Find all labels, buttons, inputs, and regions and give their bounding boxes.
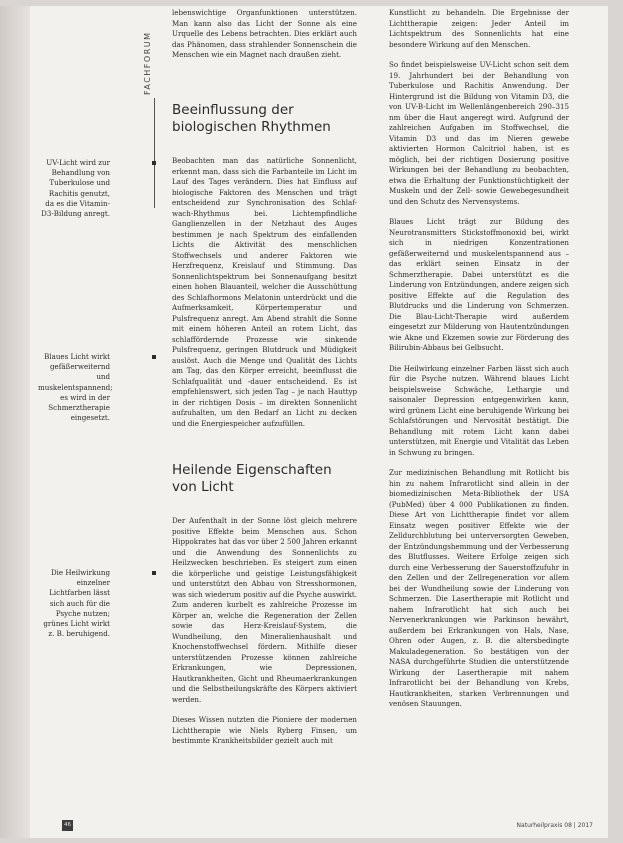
journal-footer: Naturheilpraxis 08 | 2017 <box>516 822 593 829</box>
paragraph: Zur medizinischen Behandlung mit Rotlicht bis hin zu nahem Infrarotlicht sind allein in der biomedizinischen Meta-Bibliothek der USA (PubMed) über 4 000 Publikationen zu finden. Diese Art von Lichttherapie findet vor allem Einsatz wegen positiver Effekte wie der Zelldurchblutung bei unterversorgten Geweben, der Entzündungshemmung und der Verbesserung des Blutflusses. Weitere Erfolge zeigen sich durch eine Verbesserung der Sauerstoffzufuhr in den Zellen und der Zellregeneration vor allem bei der Wundheilung sowie der Linderung von Schmerzen. Die Lasertherapie mit Rotlicht und nahem Infrarotlicht hat sich auch bei Nervenerkrankungen wie Parkinson bewährt, außerdem bei Erkrankungen von Hals, Nase, Ohren oder Augen, z. B. die altersbedingte Makuladegeneration. So bestätigen von der NASA durchgeführte Studien die unterstützende Wirkung der Lasertherapie mit nahem Infrarotlicht bei der Behandlung von Krebs, Hautkrankheiten, starken Verbrennungen und venösen Stauungen. <box>389 468 569 708</box>
margin-note-green: Die Heilwirkung einzelner Lichtfarben lässt sich auch für die Psyche nutzen; grünes Licht wirkt z. B. beruhigend. <box>43 568 110 639</box>
healing-paragraph: Der Aufenthalt in der Sonne löst gleich mehrere positive Effekte beim Menschen aus. Schon Hippokrates hat das vor über 2 500 Jahren erkannt und die Anwendung des Sonnenlichts zu Heilzwecken beschrieben. Es steigert zum einen die körperliche und geistige Leistungsfähigkeit und unterstützt den Abbau von Stresshormonen, was sich wiederum positiv auf die Psyche auswirkt. Zum anderen kurbelt es zahlreiche Prozesse im Körper an, welche die Regeneration der Zellen sowie das Herz-Kreislauf-System, die Wundheilung, den Mineralienhaushalt und Knochenstoffwechsel fördern. Mithilfe dieser unterstützenden Prozesse können zahlreiche Erkrankungen, wie Depressionen, Hautkrankheiten, Gicht und Rheumaerkrankungen und die Selbstheilungskräfte des Körpers aktiviert werden. <box>172 516 357 704</box>
paragraph: Blaues Licht trägt zur Bildung des Neurotransmitters Stickstoffmonoxid bei, wirkt sich in niedrigen Konzentrationen gefäßerweiternd und muskelentspannend aus – das erklärt seinen Einsatz in der Schmerztherapie. Dabei unterstützt es die Linderung von Entzündungen, andere zeigen sich positive Effekte auf die Regulation des Blutdrucks und die Linderung von Schmerzen. Die Blau-Licht-Therapie wird außerdem eingesetzt zur Milderung von Hautentzündungen wie Akne und Ekzemen sowie zur Förderung des Bilirubin-Abbaus bei Gelbsucht. <box>389 217 569 352</box>
bullet-marker <box>152 355 156 359</box>
paragraph: So findet beispielsweise UV-Licht schon seit dem 19. Jahrhundert bei der Behandlung von Tuberkulose und Rachitis Anwendung. Der Hintergrund ist die Bildung von Vitamin D3, die von UV-B-Licht im Wellenlängenbereich 290–315 nm über die Haut angeregt wird. Aufgrund der zahlreichen Aufgaben im Stoffwechsel, die Vitamin D3 und das im Nieren gewebe aktivierten Hormon Calcitriol haben, ist es möglich, bei der richtigen Dosierung positive Wirkungen bei der Behandlung zu beobachten, etwa die Erhaltung der Funktionstüchtigkeit der Muskeln und der Zell- sowie Gewebegesundheit und den Schutz des Nervensystems. <box>389 60 569 206</box>
rail-divider <box>154 98 155 208</box>
page-number: 46 <box>62 820 73 831</box>
paragraph: Kunstlicht zu behandeln. Die Ergebnisse der Lichttherapie zeigen: Jeder Anteil im Lichtspektrum des Sonnenlichts hat eine besondere Wirkung auf den Menschen. <box>389 8 569 49</box>
right-column <box>389 8 569 720</box>
bullet-marker <box>152 161 156 165</box>
section-rail-label: FACHFORUM <box>143 31 152 95</box>
section-rhythms <box>172 156 357 439</box>
intro-paragraph: lebenswichtige Organfunktionen unterstützen. Man kann also das Licht der Sonne als eine Urquelle des Lebens betrachten. Dies erklärt auch das Phänomen, dass strahlender Sonnenschein die Menschen wie ein Magnet nach draußen zieht. <box>172 8 357 59</box>
binder-shadow <box>0 6 30 838</box>
section-healing <box>172 516 357 757</box>
paragraph: Die Heilwirkung einzelner Farben lässt sich auch für die Psyche nutzen. Während blaues Licht beispielsweise Schwäche, Lethargie und saisonaler Depression entgegenwirken kann, wird grünem Licht eine beruhigende Wirkung bei Schlafstörungen und Nervosität bestätigt. Die Behandlung mit rotem Licht kann dabei unterstützen, mit Energie und Vitalität das Leben in Schwung zu bringen. <box>389 363 569 457</box>
rhythms-paragraph: Beobachten man das natürliche Sonnenlicht, erkennt man, dass sich die Farbanteile im Licht im Lauf des Tages verändern. Dies hat Einfluss auf biologische Faktoren des Menschen und trägt entscheidend zur Synchronisation des Schlaf-wach-Rhythmus bei. Lichtempfindliche Ganglienzellen in der Netzhaut des Auges bestimmen je nach Spektrum des einfallenden Lichts die Aktivität des menschlichen Stoffwechsels und anderer Faktoren wie Herzfrequenz, Kreislauf und Stimmung. Das Sonnenlichtspektrum bei Sonnenaufgang besitzt einen hohen Blauanteil, welcher die Ausschüttung des Schlafhormons Melatonin unterdrückt und die Aufmerksamkeit, Körpertemperatur und Pulsfrequenz anregt. Am Abend strahlt die Sonne mit einem höheren Anteil an rotem Licht, das schlaffördernde Prozesse wie sinkende Pulsfrequenz, geringen Blutdruck und Müdigkeit auslöst. Auch die Menge und Qualität des Lichts am Tag, das den Körper erreicht, beeinflusst die Schlafqualität und -dauer entscheidend. Es ist empfehlenswert, sich jeden Tag – je nach Hauttyp in der richtigen Dosis – im direkten Sonnenlicht aufzuhalten, um den Bedarf an Licht zu decken und die Energiespeicher aufzufüllen. <box>172 156 357 428</box>
bullet-marker <box>152 571 156 575</box>
margin-note-blue: Blaues Licht wirkt gefäßerweiternd und muskelentspannend; es wird in der Schmerztherapie eingesetzt. <box>38 352 113 423</box>
pioneers-paragraph: Dieses Wissen nutzten die Pioniere der modernen Lichttherapie wie Niels Ryberg Finsen, um bestimmte Krankheitsbilder gezielt auch mit <box>172 715 357 745</box>
margin-note-uv: UV-Licht wird zur Behandlung von Tuberkulose und Rachitis genutzt, da es die Vitamin-D3-Bildung anregt. <box>41 158 110 219</box>
heading-biological-rhythms: Beeinflussung der biologischen Rhythmen <box>172 102 331 135</box>
left-top-paragraph <box>172 8 357 71</box>
heading-healing-properties: Heilende Eigenschaften von Licht <box>172 462 332 495</box>
